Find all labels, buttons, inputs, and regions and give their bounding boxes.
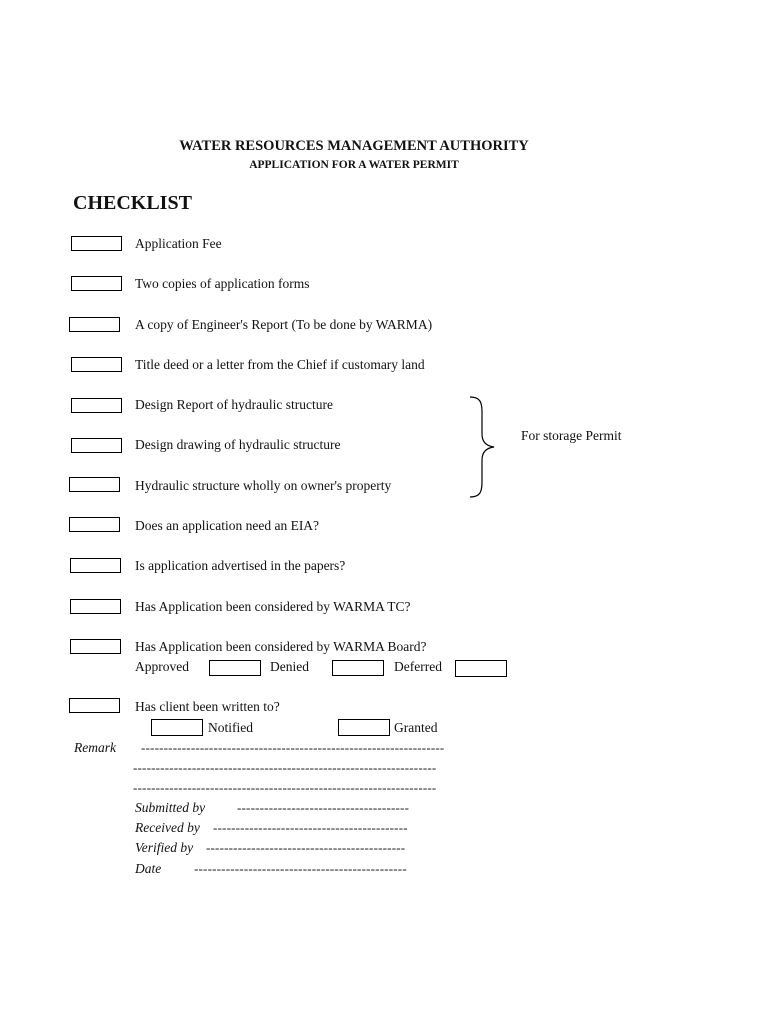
submitted-by-label: Submitted by [135,800,206,815]
item-engineer-report: A copy of Engineer's Report (To be done by WARMA) [135,317,433,332]
remark-line[interactable]: ------------------------------------------------------------------- [141,740,445,755]
date-label: Date [135,861,162,876]
item-advertised: Is application advertised in the papers? [135,558,346,573]
checkbox-application-fee[interactable] [71,236,122,251]
checkbox-design-drawing[interactable] [71,438,122,453]
storage-permit-note: For storage Permit [521,428,622,443]
checkbox-title-deed[interactable] [71,357,122,372]
checkbox-design-report[interactable] [71,398,122,413]
notified-label: Notified [208,720,253,735]
item-eia: Does an application need an EIA? [135,518,320,533]
item-design-drawing: Design drawing of hydraulic structure [135,437,341,452]
curly-brace-icon [466,396,498,498]
checkbox-eia[interactable] [69,517,120,532]
verified-by-line[interactable]: -------------------------------------------- [206,840,406,855]
item-application-forms: Two copies of application forms [135,276,310,291]
checkbox-denied[interactable] [332,660,384,676]
granted-label: Granted [394,720,438,735]
checkbox-warma-board[interactable] [70,639,121,654]
item-application-fee: Application Fee [135,236,222,251]
date-line[interactable]: ----------------------------------------------- [194,861,407,876]
received-by-line[interactable]: ------------------------------------------- [213,820,408,835]
verified-by-label: Verified by [135,840,194,855]
checkbox-notified[interactable] [151,719,203,736]
submitted-by-line[interactable]: -------------------------------------- [237,800,410,815]
item-title-deed: Title deed or a letter from the Chief if customary land [135,357,425,372]
remark-label: Remark [74,740,116,755]
checkbox-engineer-report[interactable] [69,317,120,332]
organization-title: WATER RESOURCES MANAGEMENT AUTHORITY [179,138,529,154]
remark-line[interactable]: ------------------------------------------------------------------- [133,760,437,775]
checkbox-approved[interactable] [209,660,261,676]
item-warma-board: Has Application been considered by WARMA Board? [135,639,427,654]
item-design-report: Design Report of hydraulic structure [135,397,333,412]
deferred-label: Deferred [394,659,442,674]
item-owner-property: Hydraulic structure wholly on owner's property [135,478,392,493]
checkbox-application-forms[interactable] [71,276,122,291]
item-client-written: Has client been written to? [135,699,280,714]
checkbox-warma-tc[interactable] [70,599,121,614]
form-subtitle: APPLICATION FOR A WATER PERMIT [249,159,459,171]
item-warma-tc: Has Application been considered by WARMA TC? [135,599,411,614]
approved-label: Approved [135,659,189,674]
checkbox-deferred[interactable] [455,660,507,677]
received-by-label: Received by [135,820,200,835]
denied-label: Denied [270,659,309,674]
checkbox-owner-property[interactable] [69,477,120,492]
checkbox-advertised[interactable] [70,558,121,573]
checkbox-granted[interactable] [338,719,390,736]
remark-line[interactable]: ------------------------------------------------------------------- [133,780,437,795]
checklist-heading: CHECKLIST [73,192,192,214]
checkbox-client-written[interactable] [69,698,120,713]
